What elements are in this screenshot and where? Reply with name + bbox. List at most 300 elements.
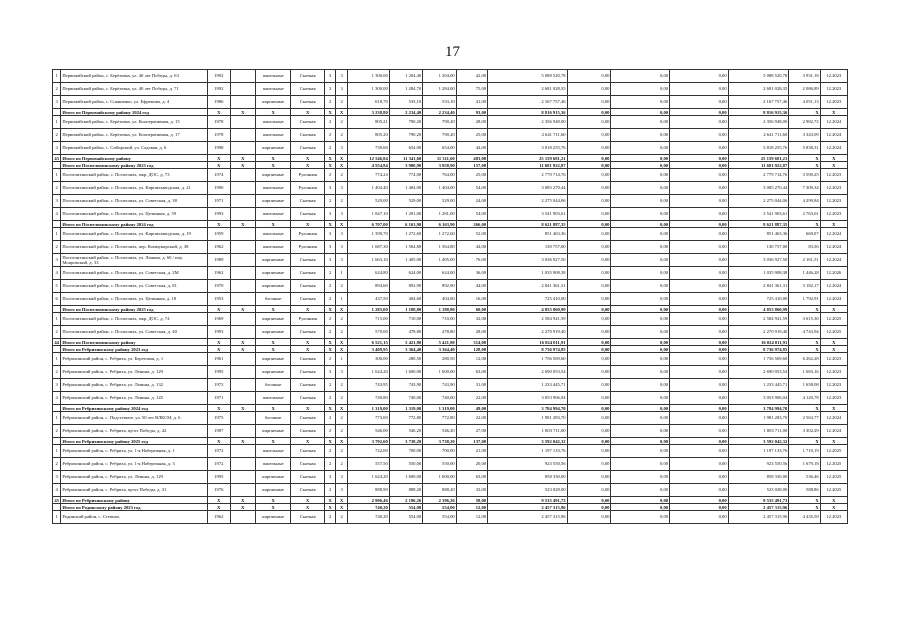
year-reconstruction-cell: X bbox=[230, 346, 255, 353]
residents-count-cell: 52,00 bbox=[456, 228, 487, 241]
row-index-cell: 5 bbox=[53, 280, 61, 293]
area-owned-cell: 5 421,80 bbox=[423, 339, 456, 346]
cost-per-sqm-cell: 1 683,16 bbox=[789, 366, 820, 379]
residential-area-cell: 535,10 bbox=[389, 96, 422, 109]
year-reconstruction-cell bbox=[230, 228, 255, 241]
fund-support-cell: 0,00 bbox=[567, 504, 611, 511]
subtotal-row bbox=[53, 504, 848, 511]
completion-date-cell: X bbox=[820, 504, 847, 511]
residents-count-cell: 21,00 bbox=[456, 445, 487, 458]
floors-count-cell: 2 bbox=[324, 458, 336, 471]
regional-budget-cell: 0,00 bbox=[611, 445, 670, 458]
fund-support-cell: 0,00 bbox=[567, 405, 611, 412]
table-row bbox=[53, 169, 848, 182]
local-budget-cell: 0,00 bbox=[670, 83, 729, 96]
regional-budget-cell: 0,00 bbox=[611, 366, 670, 379]
year-reconstruction-cell: X bbox=[230, 306, 255, 313]
row-index-cell bbox=[53, 221, 61, 228]
total-cost-cell: 1 803 711,00 bbox=[488, 425, 567, 438]
wall-material-cell: X bbox=[255, 162, 291, 169]
address-cell: Поспелихинский район, с. Поспелиха, ул. Советская, д. 40 bbox=[61, 326, 207, 339]
year-built-cell: 1992 bbox=[207, 70, 230, 83]
regional-budget-cell: 0,00 bbox=[611, 293, 670, 306]
completion-date-cell: 12.2023 bbox=[820, 353, 847, 366]
table-row bbox=[53, 182, 848, 195]
address-cell: Итого по Ребрихинскому району 2024 год bbox=[61, 405, 207, 412]
year-built-cell: X bbox=[207, 405, 230, 412]
row-index-cell: 2 bbox=[53, 425, 61, 438]
residential-area-cell: 3 980,90 bbox=[389, 162, 422, 169]
address-cell: Ребрихинский район, с. Ребриха, пр-кт Победы, д. 31 bbox=[61, 484, 207, 497]
row-index-cell: 1 bbox=[53, 228, 61, 241]
cost-per-sqm-cell: X bbox=[789, 346, 820, 353]
total-area-cell: 1 624,20 bbox=[347, 366, 389, 379]
residential-area-cell: 1 319,00 bbox=[389, 405, 422, 412]
cost-per-sqm-cell: X bbox=[789, 504, 820, 511]
residents-count-cell: 41,00 bbox=[456, 96, 487, 109]
regional-budget-cell: 0,00 bbox=[611, 228, 670, 241]
residents-count-cell: 266,00 bbox=[456, 221, 487, 228]
year-reconstruction-cell: X bbox=[230, 504, 255, 511]
local-budget-cell: 0,00 bbox=[670, 254, 729, 267]
address-cell: Поспелихинский район, с. Поспелиха, ул. Целинная, д. 59 bbox=[61, 208, 207, 221]
year-built-cell: 1978 bbox=[207, 116, 230, 129]
total-area-cell: 6 707,00 bbox=[347, 221, 389, 228]
residents-count-cell: 63,00 bbox=[456, 366, 487, 379]
roof-type-cell: X bbox=[291, 162, 324, 169]
year-reconstruction-cell bbox=[230, 254, 255, 267]
subtotal-row bbox=[53, 438, 848, 445]
cost-per-sqm-cell: 536,46 bbox=[789, 471, 820, 484]
address-cell: Первомайский район, с. Берёзовка, ул. 40 лет Победы, д. 71 bbox=[61, 83, 207, 96]
table-row bbox=[53, 208, 848, 221]
regional-budget-cell: 0,00 bbox=[611, 306, 670, 313]
floors-count-cell: X bbox=[324, 306, 336, 313]
owners-funds-cell: 2 270 919,40 bbox=[728, 326, 789, 339]
row-index-cell: 4 bbox=[53, 267, 61, 280]
fund-support-cell: 0,00 bbox=[567, 254, 611, 267]
wall-material-cell: панельные bbox=[255, 116, 291, 129]
completion-date-cell: 12.2024 bbox=[820, 129, 847, 142]
row-index-cell: 1 bbox=[53, 511, 61, 524]
residents-count-cell: 128,00 bbox=[456, 346, 487, 353]
table-row bbox=[53, 96, 848, 109]
local-budget-cell: 0,00 bbox=[670, 511, 729, 524]
total-cost-cell: 3 592 042,32 bbox=[488, 438, 567, 445]
residents-count-cell: 20,00 bbox=[456, 458, 487, 471]
regional-budget-cell: 0,00 bbox=[611, 83, 670, 96]
cost-per-sqm-cell: 588,86 bbox=[789, 484, 820, 497]
cost-per-sqm-cell: 3 302,29 bbox=[789, 425, 820, 438]
floors-count-cell: 3 bbox=[324, 366, 336, 379]
owners-funds-cell: 3 085 270,44 bbox=[728, 182, 789, 195]
total-cost-cell: 2 690 053,54 bbox=[488, 366, 567, 379]
owners-funds-cell: 1 756 569,60 bbox=[728, 353, 789, 366]
residents-count-cell: 12,00 bbox=[456, 511, 487, 524]
owners-funds-cell: 725 410,00 bbox=[728, 293, 789, 306]
residents-count-cell: 44,00 bbox=[456, 142, 487, 155]
total-area-cell: 557,50 bbox=[347, 458, 389, 471]
local-budget-cell: 0,00 bbox=[670, 162, 729, 169]
regional-budget-cell: 0,00 bbox=[611, 438, 670, 445]
floors-count-cell: 2 bbox=[324, 313, 336, 326]
local-budget-cell: 0,00 bbox=[670, 326, 729, 339]
total-cost-cell: 2 270 919,40 bbox=[488, 326, 567, 339]
residential-area-cell: 710,00 bbox=[389, 313, 422, 326]
address-cell: Первомайский район, с. Сокиненко, ул. Ефремова, д. 4 bbox=[61, 96, 207, 109]
local-budget-cell: 0,00 bbox=[670, 129, 729, 142]
floors-count-cell: X bbox=[324, 346, 336, 353]
floors-count-cell: 2 bbox=[324, 96, 336, 109]
row-index-cell bbox=[53, 346, 61, 353]
wall-material-cell: панельные bbox=[255, 445, 291, 458]
regional-budget-cell: 0,00 bbox=[611, 267, 670, 280]
year-built-cell: 1974 bbox=[207, 169, 230, 182]
entrances-count-cell: 2 bbox=[336, 280, 348, 293]
roof-type-cell: X bbox=[291, 497, 324, 504]
row-index-cell: 3 bbox=[53, 254, 61, 267]
entrances-count-cell: 3 bbox=[336, 241, 348, 254]
cost-per-sqm-cell: 4 299,84 bbox=[789, 195, 820, 208]
row-index-cell: 2 bbox=[53, 326, 61, 339]
residential-area-cell: 624,00 bbox=[389, 267, 422, 280]
area-owned-cell: 533,10 bbox=[423, 96, 456, 109]
residential-area-cell: 774,00 bbox=[389, 169, 422, 182]
address-cell: Итого по Родинскому району 2023 год bbox=[61, 504, 207, 511]
completion-date-cell: 12.2023 bbox=[820, 70, 847, 83]
local-budget-cell: 0,00 bbox=[670, 267, 729, 280]
total-cost-cell: 858 330,00 bbox=[488, 471, 567, 484]
wall-material-cell: кирпичные bbox=[255, 169, 291, 182]
total-cost-cell: 9 535 491,73 bbox=[488, 497, 567, 504]
local-budget-cell: 0,00 bbox=[670, 438, 729, 445]
residential-area-cell: 478,80 bbox=[389, 326, 422, 339]
cost-per-sqm-cell: 3 615,30 bbox=[789, 313, 820, 326]
completion-date-cell: 12.2025 bbox=[820, 471, 847, 484]
regional-budget-cell: 0,00 bbox=[611, 511, 670, 524]
table-row bbox=[53, 511, 848, 524]
table-row bbox=[53, 70, 848, 83]
year-built-cell: 1973 bbox=[207, 379, 230, 392]
floors-count-cell: X bbox=[324, 497, 336, 504]
owners-funds-cell: 3 053 906,04 bbox=[728, 392, 789, 405]
cost-per-sqm-cell: X bbox=[789, 162, 820, 169]
regional-budget-cell: 0,00 bbox=[611, 504, 670, 511]
total-cost-cell: 130 757,00 bbox=[488, 241, 567, 254]
table-row bbox=[53, 326, 848, 339]
year-built-cell: 1976 bbox=[207, 484, 230, 497]
year-built-cell: 1995 bbox=[207, 471, 230, 484]
local-budget-cell: 0,00 bbox=[670, 346, 729, 353]
completion-date-cell: 12.2024 bbox=[820, 116, 847, 129]
floors-count-cell: 2 bbox=[324, 412, 336, 425]
area-owned-cell: 790,20 bbox=[423, 116, 456, 129]
year-reconstruction-cell bbox=[230, 195, 255, 208]
residential-area-cell: 1 272,60 bbox=[389, 228, 422, 241]
entrances-count-cell: 3 bbox=[336, 83, 348, 96]
fund-support-cell: 0,00 bbox=[567, 195, 611, 208]
row-index-cell: 6 bbox=[53, 293, 61, 306]
area-owned-cell: 2 234,40 bbox=[423, 109, 456, 116]
roof-type-cell: Скатная bbox=[291, 353, 324, 366]
residents-count-cell: 60,00 bbox=[456, 306, 487, 313]
entrances-count-cell: 2 bbox=[336, 379, 348, 392]
owners-funds-cell: 2 275 044,06 bbox=[728, 195, 789, 208]
regional-budget-cell: 0,00 bbox=[611, 471, 670, 484]
entrances-count-cell: 2 bbox=[336, 326, 348, 339]
entrances-count-cell: X bbox=[336, 306, 348, 313]
completion-date-cell: 12.2024 bbox=[820, 142, 847, 155]
regional-budget-cell: 0,00 bbox=[611, 155, 670, 162]
table-row bbox=[53, 484, 848, 497]
entrances-count-cell: X bbox=[336, 162, 348, 169]
subtotal-row bbox=[53, 155, 848, 162]
residential-area-cell: 404,60 bbox=[389, 293, 422, 306]
area-owned-cell: 3 738,20 bbox=[423, 438, 456, 445]
area-owned-cell: 1 600,00 bbox=[423, 471, 456, 484]
address-cell: Первомайский район, с. Берёзовка, ул. 40 лет Победы, д. 63 bbox=[61, 70, 207, 83]
cost-per-sqm-cell: 2 982,72 bbox=[789, 116, 820, 129]
floors-count-cell: X bbox=[324, 221, 336, 228]
completion-date-cell: 12.2023 bbox=[820, 83, 847, 96]
table-row bbox=[53, 228, 848, 241]
roof-type-cell: Скатная bbox=[291, 267, 324, 280]
wall-material-cell: панельные bbox=[255, 83, 291, 96]
wall-material-cell: X bbox=[255, 221, 291, 228]
entrances-count-cell: X bbox=[336, 497, 348, 504]
year-reconstruction-cell bbox=[230, 70, 255, 83]
entrances-count-cell: X bbox=[336, 405, 348, 412]
fund-support-cell: 0,00 bbox=[567, 392, 611, 405]
total-cost-cell: 8 621 887,35 bbox=[488, 221, 567, 228]
cost-per-sqm-cell: 1 679,18 bbox=[789, 458, 820, 471]
total-cost-cell: 2 457 315,96 bbox=[488, 511, 567, 524]
row-index-cell: 1 bbox=[53, 70, 61, 83]
residential-area-cell: 654,00 bbox=[389, 142, 422, 155]
table-row bbox=[53, 392, 848, 405]
year-reconstruction-cell bbox=[230, 129, 255, 142]
area-owned-cell: 404,60 bbox=[423, 293, 456, 306]
wall-material-cell: кирпичные bbox=[255, 195, 291, 208]
wall-material-cell: X bbox=[255, 405, 291, 412]
floors-count-cell: 3 bbox=[324, 471, 336, 484]
owners-funds-cell: 1 803 711,00 bbox=[728, 425, 789, 438]
row-index-cell: 3 bbox=[53, 379, 61, 392]
local-budget-cell: 0,00 bbox=[670, 425, 729, 438]
total-cost-cell: 725 410,00 bbox=[488, 293, 567, 306]
table-row bbox=[53, 293, 848, 306]
year-built-cell: 1993 bbox=[207, 326, 230, 339]
fund-support-cell: 0,00 bbox=[567, 471, 611, 484]
roof-type-cell: Скатная bbox=[291, 511, 324, 524]
cost-per-sqm-cell: 4 120,78 bbox=[789, 392, 820, 405]
entrances-count-cell: 1 bbox=[336, 267, 348, 280]
residents-count-cell: 22,00 bbox=[456, 392, 487, 405]
completion-date-cell: X bbox=[820, 438, 847, 445]
completion-date-cell: 12.2023 bbox=[820, 182, 847, 195]
residents-count-cell: 28,00 bbox=[456, 326, 487, 339]
row-index-cell: 4 bbox=[53, 484, 61, 497]
subtotal-row bbox=[53, 405, 848, 412]
table-row bbox=[53, 195, 848, 208]
owners-funds-cell: 4 855 860,99 bbox=[728, 306, 789, 313]
year-built-cell: 1992 bbox=[207, 83, 230, 96]
entrances-count-cell: 2 bbox=[336, 425, 348, 438]
table-row bbox=[53, 116, 848, 129]
floors-count-cell: 3 bbox=[324, 241, 336, 254]
cost-per-sqm-cell: 669,07 bbox=[789, 228, 820, 241]
local-budget-cell: 0,00 bbox=[670, 471, 729, 484]
table-row bbox=[53, 142, 848, 155]
owners-funds-cell: 923 550,56 bbox=[728, 458, 789, 471]
roof-type-cell: Скатная bbox=[291, 83, 324, 96]
local-budget-cell: 0,00 bbox=[670, 208, 729, 221]
entrances-count-cell: X bbox=[336, 339, 348, 346]
fund-support-cell: 0,00 bbox=[567, 379, 611, 392]
area-owned-cell: 624,00 bbox=[423, 267, 456, 280]
total-area-cell: 618,70 bbox=[347, 96, 389, 109]
residential-area-cell: 1 188,80 bbox=[389, 306, 422, 313]
cost-per-sqm-cell: 5 838,31 bbox=[789, 142, 820, 155]
regional-budget-cell: 0,00 bbox=[611, 484, 670, 497]
owners-funds-cell: 8 816 915,36 bbox=[728, 109, 789, 116]
local-budget-cell: 0,00 bbox=[670, 70, 729, 83]
local-budget-cell: 0,00 bbox=[670, 339, 729, 346]
subtotal-row bbox=[53, 339, 848, 346]
cost-per-sqm-cell: X bbox=[789, 221, 820, 228]
entrances-count-cell: 2 bbox=[336, 392, 348, 405]
residents-count-cell: 63,00 bbox=[456, 471, 487, 484]
residents-count-cell: 49,00 bbox=[456, 405, 487, 412]
entrances-count-cell: 2 bbox=[336, 129, 348, 142]
housing-repair-table bbox=[52, 69, 848, 524]
area-owned-cell: 740,00 bbox=[423, 392, 456, 405]
total-area-cell: 1 300,00 bbox=[347, 83, 389, 96]
local-budget-cell: 0,00 bbox=[670, 116, 729, 129]
year-built-cell: X bbox=[207, 438, 230, 445]
completion-date-cell: 12.2023 bbox=[820, 208, 847, 221]
roof-type-cell: Скатная bbox=[291, 280, 324, 293]
area-owned-cell: 1 600,00 bbox=[423, 366, 456, 379]
completion-date-cell: 12.2025 bbox=[820, 445, 847, 458]
residential-area-cell: 700,00 bbox=[389, 445, 422, 458]
total-cost-cell: 4 855 860,99 bbox=[488, 306, 567, 313]
total-area-cell: 888,90 bbox=[347, 484, 389, 497]
total-cost-cell: 3 784 994,70 bbox=[488, 405, 567, 412]
year-built-cell: 1970 bbox=[207, 280, 230, 293]
entrances-count-cell: 2 bbox=[336, 195, 348, 208]
regional-budget-cell: 0,00 bbox=[611, 241, 670, 254]
roof-type-cell: Скатная bbox=[291, 208, 324, 221]
row-index-cell: 1 bbox=[53, 412, 61, 425]
fund-support-cell: 0,00 bbox=[567, 353, 611, 366]
area-owned-cell: 1 404,00 bbox=[423, 182, 456, 195]
roof-type-cell: X bbox=[291, 155, 324, 162]
entrances-count-cell: X bbox=[336, 155, 348, 162]
roof-type-cell: X bbox=[291, 306, 324, 313]
residents-count-cell: 483,00 bbox=[456, 155, 487, 162]
wall-material-cell: кирпичные bbox=[255, 313, 291, 326]
area-owned-cell: 554,00 bbox=[423, 511, 456, 524]
completion-date-cell: 12.2025 bbox=[820, 313, 847, 326]
owners-funds-cell: 2 167 757,46 bbox=[728, 96, 789, 109]
year-built-cell: 1993 bbox=[207, 208, 230, 221]
total-area-cell: 773,00 bbox=[347, 412, 389, 425]
table-row bbox=[53, 241, 848, 254]
floors-count-cell: 2 bbox=[324, 326, 336, 339]
residential-area-cell: 554,00 bbox=[389, 504, 422, 511]
fund-support-cell: 0,00 bbox=[567, 169, 611, 182]
roof-type-cell: Скатная bbox=[291, 484, 324, 497]
fund-support-cell: 0,00 bbox=[567, 497, 611, 504]
wall-material-cell: кирпичные bbox=[255, 280, 291, 293]
entrances-count-cell: X bbox=[336, 109, 348, 116]
entrances-count-cell: 2 bbox=[336, 458, 348, 471]
area-owned-cell: 888,20 bbox=[423, 484, 456, 497]
total-area-cell: 805,21 bbox=[347, 116, 389, 129]
local-budget-cell: 0,00 bbox=[670, 109, 729, 116]
cost-per-sqm-cell: 3 590,25 bbox=[789, 169, 820, 182]
regional-budget-cell: 0,00 bbox=[611, 458, 670, 471]
cost-per-sqm-cell: X bbox=[789, 405, 820, 412]
year-built-cell: 1969 bbox=[207, 313, 230, 326]
cost-per-sqm-cell: X bbox=[789, 339, 820, 346]
total-area-cell: 1 319,00 bbox=[347, 405, 389, 412]
year-built-cell: X bbox=[207, 162, 230, 169]
residential-area-cell: 554,00 bbox=[389, 511, 422, 524]
floors-count-cell: 2 bbox=[324, 195, 336, 208]
wall-material-cell: X bbox=[255, 155, 291, 162]
floors-count-cell: 2 bbox=[324, 293, 336, 306]
regional-budget-cell: 0,00 bbox=[611, 392, 670, 405]
owners-funds-cell: 2 356 948,00 bbox=[728, 116, 789, 129]
year-reconstruction-cell bbox=[230, 241, 255, 254]
completion-date-cell: 12.2025 bbox=[820, 326, 847, 339]
fund-support-cell: 0,00 bbox=[567, 293, 611, 306]
residents-count-cell: 157,00 bbox=[456, 162, 487, 169]
row-index-cell: 43 bbox=[54, 155, 59, 161]
residents-count-cell: 42,00 bbox=[456, 70, 487, 83]
residents-count-cell: 27,00 bbox=[456, 425, 487, 438]
roof-type-cell: Скатная bbox=[291, 445, 324, 458]
address-cell: Поспелихинский район, с. Поспелиха, мкр. ДОС, д. 73 bbox=[61, 169, 207, 182]
entrances-count-cell: 2 bbox=[336, 313, 348, 326]
fund-support-cell: 0,00 bbox=[567, 326, 611, 339]
total-cost-cell: 2 779 714,76 bbox=[488, 169, 567, 182]
regional-budget-cell: 0,00 bbox=[611, 208, 670, 221]
year-reconstruction-cell bbox=[230, 379, 255, 392]
roof-type-cell: Рулонная bbox=[291, 182, 324, 195]
cost-per-sqm-cell: 3 931,18 bbox=[789, 70, 820, 83]
year-reconstruction-cell: X bbox=[230, 405, 255, 412]
floors-count-cell: X bbox=[324, 155, 336, 162]
year-built-cell: 1962 bbox=[207, 267, 230, 280]
area-owned-cell: 772,80 bbox=[423, 412, 456, 425]
regional-budget-cell: 0,00 bbox=[611, 169, 670, 182]
regional-budget-cell: 0,00 bbox=[611, 254, 670, 267]
row-index-cell: 44 bbox=[54, 339, 59, 345]
total-area-cell: 739,60 bbox=[347, 142, 389, 155]
roof-type-cell: X bbox=[291, 346, 324, 353]
residents-count-cell: 25,00 bbox=[456, 169, 487, 182]
table-row bbox=[53, 129, 848, 142]
roof-type-cell: Скатная bbox=[291, 129, 324, 142]
address-cell: Итого по Поспелихинскому району 2025 год bbox=[61, 306, 207, 313]
roof-type-cell: Рулонная bbox=[291, 313, 324, 326]
roof-type-cell: Скатная bbox=[291, 116, 324, 129]
completion-date-cell: X bbox=[820, 162, 847, 169]
local-budget-cell: 0,00 bbox=[670, 306, 729, 313]
